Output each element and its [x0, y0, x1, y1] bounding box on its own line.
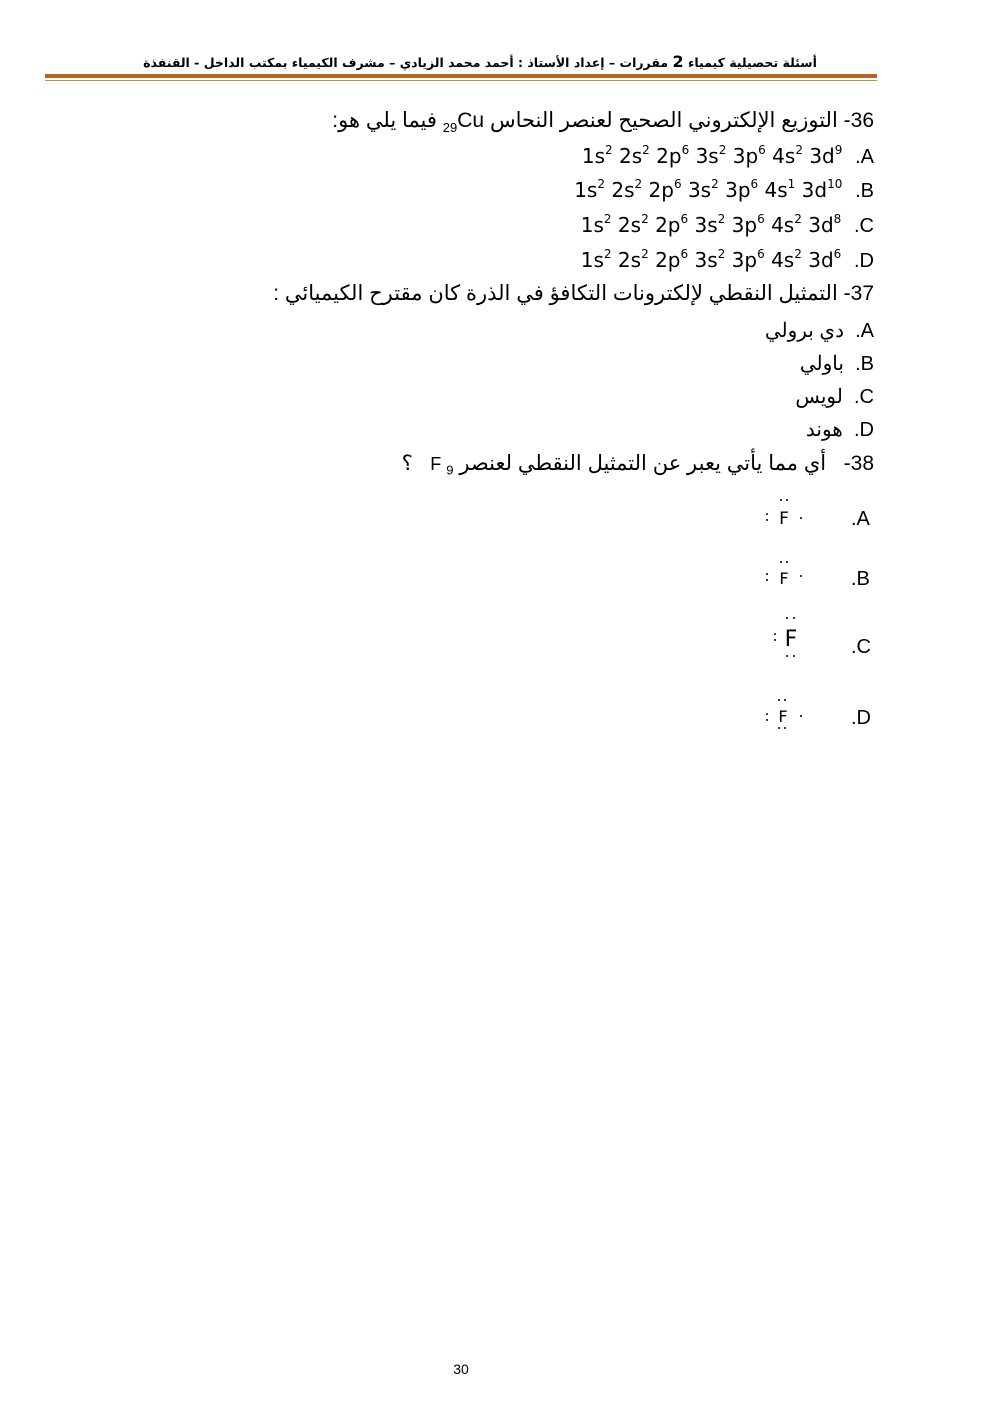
- symbol: F: [430, 454, 442, 474]
- electron-count: 6: [680, 247, 689, 262]
- question-text-end: ؟: [401, 452, 413, 475]
- orbital: 3p: [731, 213, 758, 237]
- lewis-structure-d[interactable]: [757, 694, 817, 744]
- electron-count: 2: [634, 177, 643, 192]
- option-text: باولي: [799, 353, 844, 375]
- orbital: 3d: [801, 178, 828, 202]
- electron-count: 6: [758, 143, 766, 158]
- question-36: [332, 108, 874, 136]
- electron-count: 2: [795, 143, 803, 158]
- option-letter: .C: [854, 215, 874, 237]
- option-letter: A.: [855, 320, 874, 342]
- electron-count: 6: [673, 177, 682, 192]
- electron-count: 2: [641, 212, 649, 227]
- header-title-number: 2: [672, 52, 684, 71]
- electron-count: 2: [642, 143, 650, 158]
- question-text: التوزيع الإلكتروني الصحيح لعنصر النحاس: [489, 109, 838, 132]
- question-text: التمثيل النقطي لإلكترونات التكافؤ في الذرة كان مقترح الكيميائي :: [273, 282, 838, 305]
- option-37-d[interactable]: [806, 417, 874, 442]
- orbital: 2s: [619, 144, 643, 168]
- option-36-d[interactable]: [581, 248, 874, 273]
- option-37-c[interactable]: [795, 384, 874, 409]
- electron-count: 1: [787, 177, 796, 192]
- electron-count: 6: [757, 247, 765, 262]
- orbital: 1s: [580, 248, 604, 272]
- electron-count: 2: [717, 247, 726, 262]
- orbital: 4s: [771, 248, 795, 272]
- question-number: 38-: [843, 452, 874, 475]
- electron-count: 2: [641, 247, 649, 262]
- option-38-c-letter[interactable]: .C: [851, 636, 871, 658]
- question-text-end: فيما يلي هو:: [332, 109, 437, 132]
- orbital: 3s: [687, 178, 712, 202]
- orbital: 4s: [771, 213, 795, 237]
- lewis-structure-b[interactable]: [757, 554, 817, 604]
- element-symbol-cu: [442, 109, 485, 136]
- fluorine-symbol: F: [779, 569, 789, 588]
- orbital: 3p: [732, 144, 759, 168]
- orbital: 3s: [694, 248, 718, 272]
- option-37-a[interactable]: [765, 318, 874, 343]
- orbital: 2s: [617, 248, 642, 272]
- electron-count: 2: [603, 247, 612, 262]
- atomic-number: 9: [446, 462, 454, 478]
- option-letter: .D: [854, 250, 874, 272]
- electron-count: 10: [827, 177, 843, 192]
- header-title-part2: مقررات – إعداد الأستاذ : أحمد محمد الزيادي – مشرف الكيمياء بمكتب الداخل - القنفذة: [143, 55, 669, 70]
- option-text: دي برولي: [764, 320, 844, 342]
- question-number: 36-: [843, 109, 874, 132]
- page-header: [100, 52, 860, 71]
- electron-count: 6: [680, 212, 689, 227]
- electron-count: 6: [750, 177, 759, 192]
- lewis-structure-c[interactable]: [763, 612, 823, 662]
- orbital: 2p: [648, 178, 674, 202]
- electron-count: 2: [794, 247, 802, 262]
- header-title-part1: أسئلة تحصيلية كيمياء: [687, 55, 817, 70]
- orbital: 3d: [808, 248, 834, 272]
- orbital: 1s: [580, 213, 604, 237]
- option-text: لويس: [795, 386, 843, 408]
- option-letter: B.: [855, 353, 874, 375]
- orbital: 2s: [617, 213, 642, 237]
- orbital: 3p: [731, 248, 758, 272]
- electron-count: 6: [833, 247, 842, 262]
- electron-count: 6: [681, 143, 690, 158]
- electron-count: 2: [597, 177, 605, 192]
- fluorine-symbol: F: [779, 509, 789, 529]
- question-text: أي مما يأتي يعبر عن التمثيل النقطي لعنصر: [459, 452, 827, 475]
- option-38-d-letter[interactable]: .D: [851, 707, 871, 729]
- option-37-b[interactable]: [800, 351, 874, 376]
- electron-count: 2: [603, 212, 612, 227]
- atomic-number: 29: [442, 120, 458, 136]
- option-38-b-letter[interactable]: .B: [851, 568, 870, 590]
- orbital: 4s: [772, 144, 796, 168]
- electron-count: 2: [711, 177, 719, 192]
- electron-count: 9: [834, 143, 843, 158]
- option-36-c[interactable]: [581, 213, 874, 238]
- electron-count: 2: [794, 212, 802, 227]
- option-letter: .B: [855, 180, 874, 202]
- orbital: 2p: [655, 213, 681, 237]
- question-38: [402, 451, 874, 476]
- option-36-a[interactable]: [582, 144, 874, 169]
- electron-count: 6: [757, 212, 765, 227]
- orbital: 2p: [656, 144, 682, 168]
- orbital: 2s: [611, 178, 635, 202]
- question-37: [273, 281, 874, 306]
- option-letter: .A: [855, 146, 874, 168]
- electron-count: 8: [833, 212, 842, 227]
- option-letter: C.: [853, 386, 874, 408]
- electron-count: 2: [718, 143, 727, 158]
- lewis-structure-a[interactable]: [757, 494, 817, 544]
- electron-count: 2: [605, 143, 613, 158]
- page-number: 30: [453, 1361, 469, 1377]
- symbol: Cu: [457, 109, 485, 132]
- orbital: 3p: [725, 178, 751, 202]
- orbital: 3s: [694, 213, 718, 237]
- orbital: 4s: [764, 178, 788, 202]
- fluorine-symbol: F: [778, 707, 788, 726]
- option-letter: D.: [853, 419, 874, 441]
- electron-count: 2: [717, 212, 726, 227]
- orbital: 3d: [808, 213, 834, 237]
- fluorine-symbol: F: [784, 627, 798, 652]
- header-rule-thick: [45, 74, 877, 78]
- orbital: 3s: [695, 144, 719, 168]
- orbital: 1s: [581, 144, 605, 168]
- header-rule-thin: [45, 80, 877, 81]
- option-38-a-letter[interactable]: .A: [851, 508, 870, 530]
- orbital: 1s: [574, 178, 598, 202]
- option-36-b[interactable]: [574, 178, 874, 203]
- orbital: 3d: [809, 144, 835, 168]
- orbital: 2p: [655, 248, 681, 272]
- question-number: 37-: [843, 282, 874, 305]
- option-text: هوند: [805, 419, 843, 441]
- element-symbol-f: [430, 454, 454, 478]
